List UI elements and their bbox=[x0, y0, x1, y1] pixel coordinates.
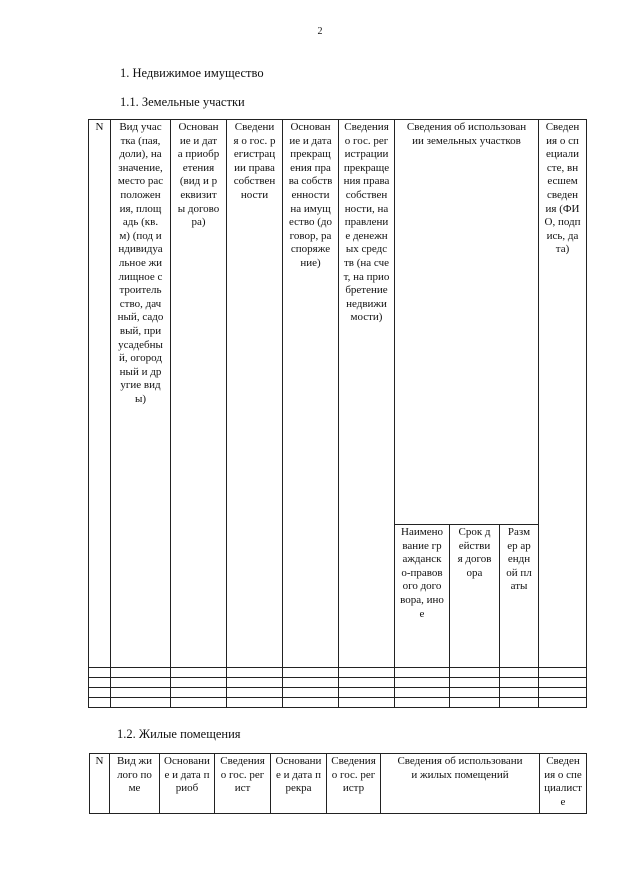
header-termination-basis: Основание и дата прекра bbox=[271, 754, 327, 814]
land-plots-table bbox=[88, 119, 587, 708]
header-termination-registration: Сведения о гос. регистр bbox=[327, 754, 381, 814]
header-acquisition-basis: Основание и дата приобретения (вид и реквизиты договора) bbox=[171, 120, 227, 668]
header-registration: Сведения о гос. регистрации права собственности bbox=[227, 120, 283, 668]
table-row bbox=[89, 698, 587, 708]
header-termination-registration: Сведения о гос. регистрации прекращения права собственности, направление денежных средств (на счет, на приобретение недвижимости) bbox=[339, 120, 395, 668]
header-usage-rent: Размер арендной платы bbox=[500, 525, 539, 668]
header-registration: Сведения о гос. регист bbox=[215, 754, 271, 814]
subsection-title: 1.1. Земельные участки bbox=[120, 95, 245, 109]
header-usage-contract-term: Срок действия договора bbox=[450, 525, 500, 668]
subsection-title: 1.2. Жилые помещения bbox=[117, 727, 241, 741]
table-row bbox=[89, 688, 587, 698]
residential-table bbox=[89, 753, 587, 814]
header-usage-contract-name: Наименование гражданско-правового договора, иное bbox=[395, 525, 450, 668]
header-n: N bbox=[89, 120, 111, 668]
table-row bbox=[89, 678, 587, 688]
header-plot-type: Вид участка (пая, доли), назначение, место расположения, площадь (кв. м) (под индивидуальное жилищное строительство, дачный, садовый, приусадебный, огородный и другие виды) bbox=[111, 120, 171, 668]
table-row bbox=[89, 668, 587, 678]
header-usage: Сведения об использовании земельных участков bbox=[395, 120, 539, 525]
header-n: N bbox=[90, 754, 110, 814]
section-title: 1. Недвижимое имущество bbox=[120, 66, 264, 80]
header-specialist: Сведения о специалисте bbox=[540, 754, 587, 814]
header-dwelling-type: Вид жилого поме bbox=[110, 754, 160, 814]
header-usage: Сведения об использовании жилых помещений bbox=[381, 754, 540, 814]
header-specialist: Сведения о специалисте, внесшем сведения (ФИО, подпись, дата) bbox=[539, 120, 587, 668]
header-termination-basis: Основание и дата прекращения права собственности на имущество (договор, распоряжение) bbox=[283, 120, 339, 668]
header-acquisition-basis: Основание и дата приоб bbox=[160, 754, 215, 814]
page-number: 2 bbox=[317, 26, 323, 37]
